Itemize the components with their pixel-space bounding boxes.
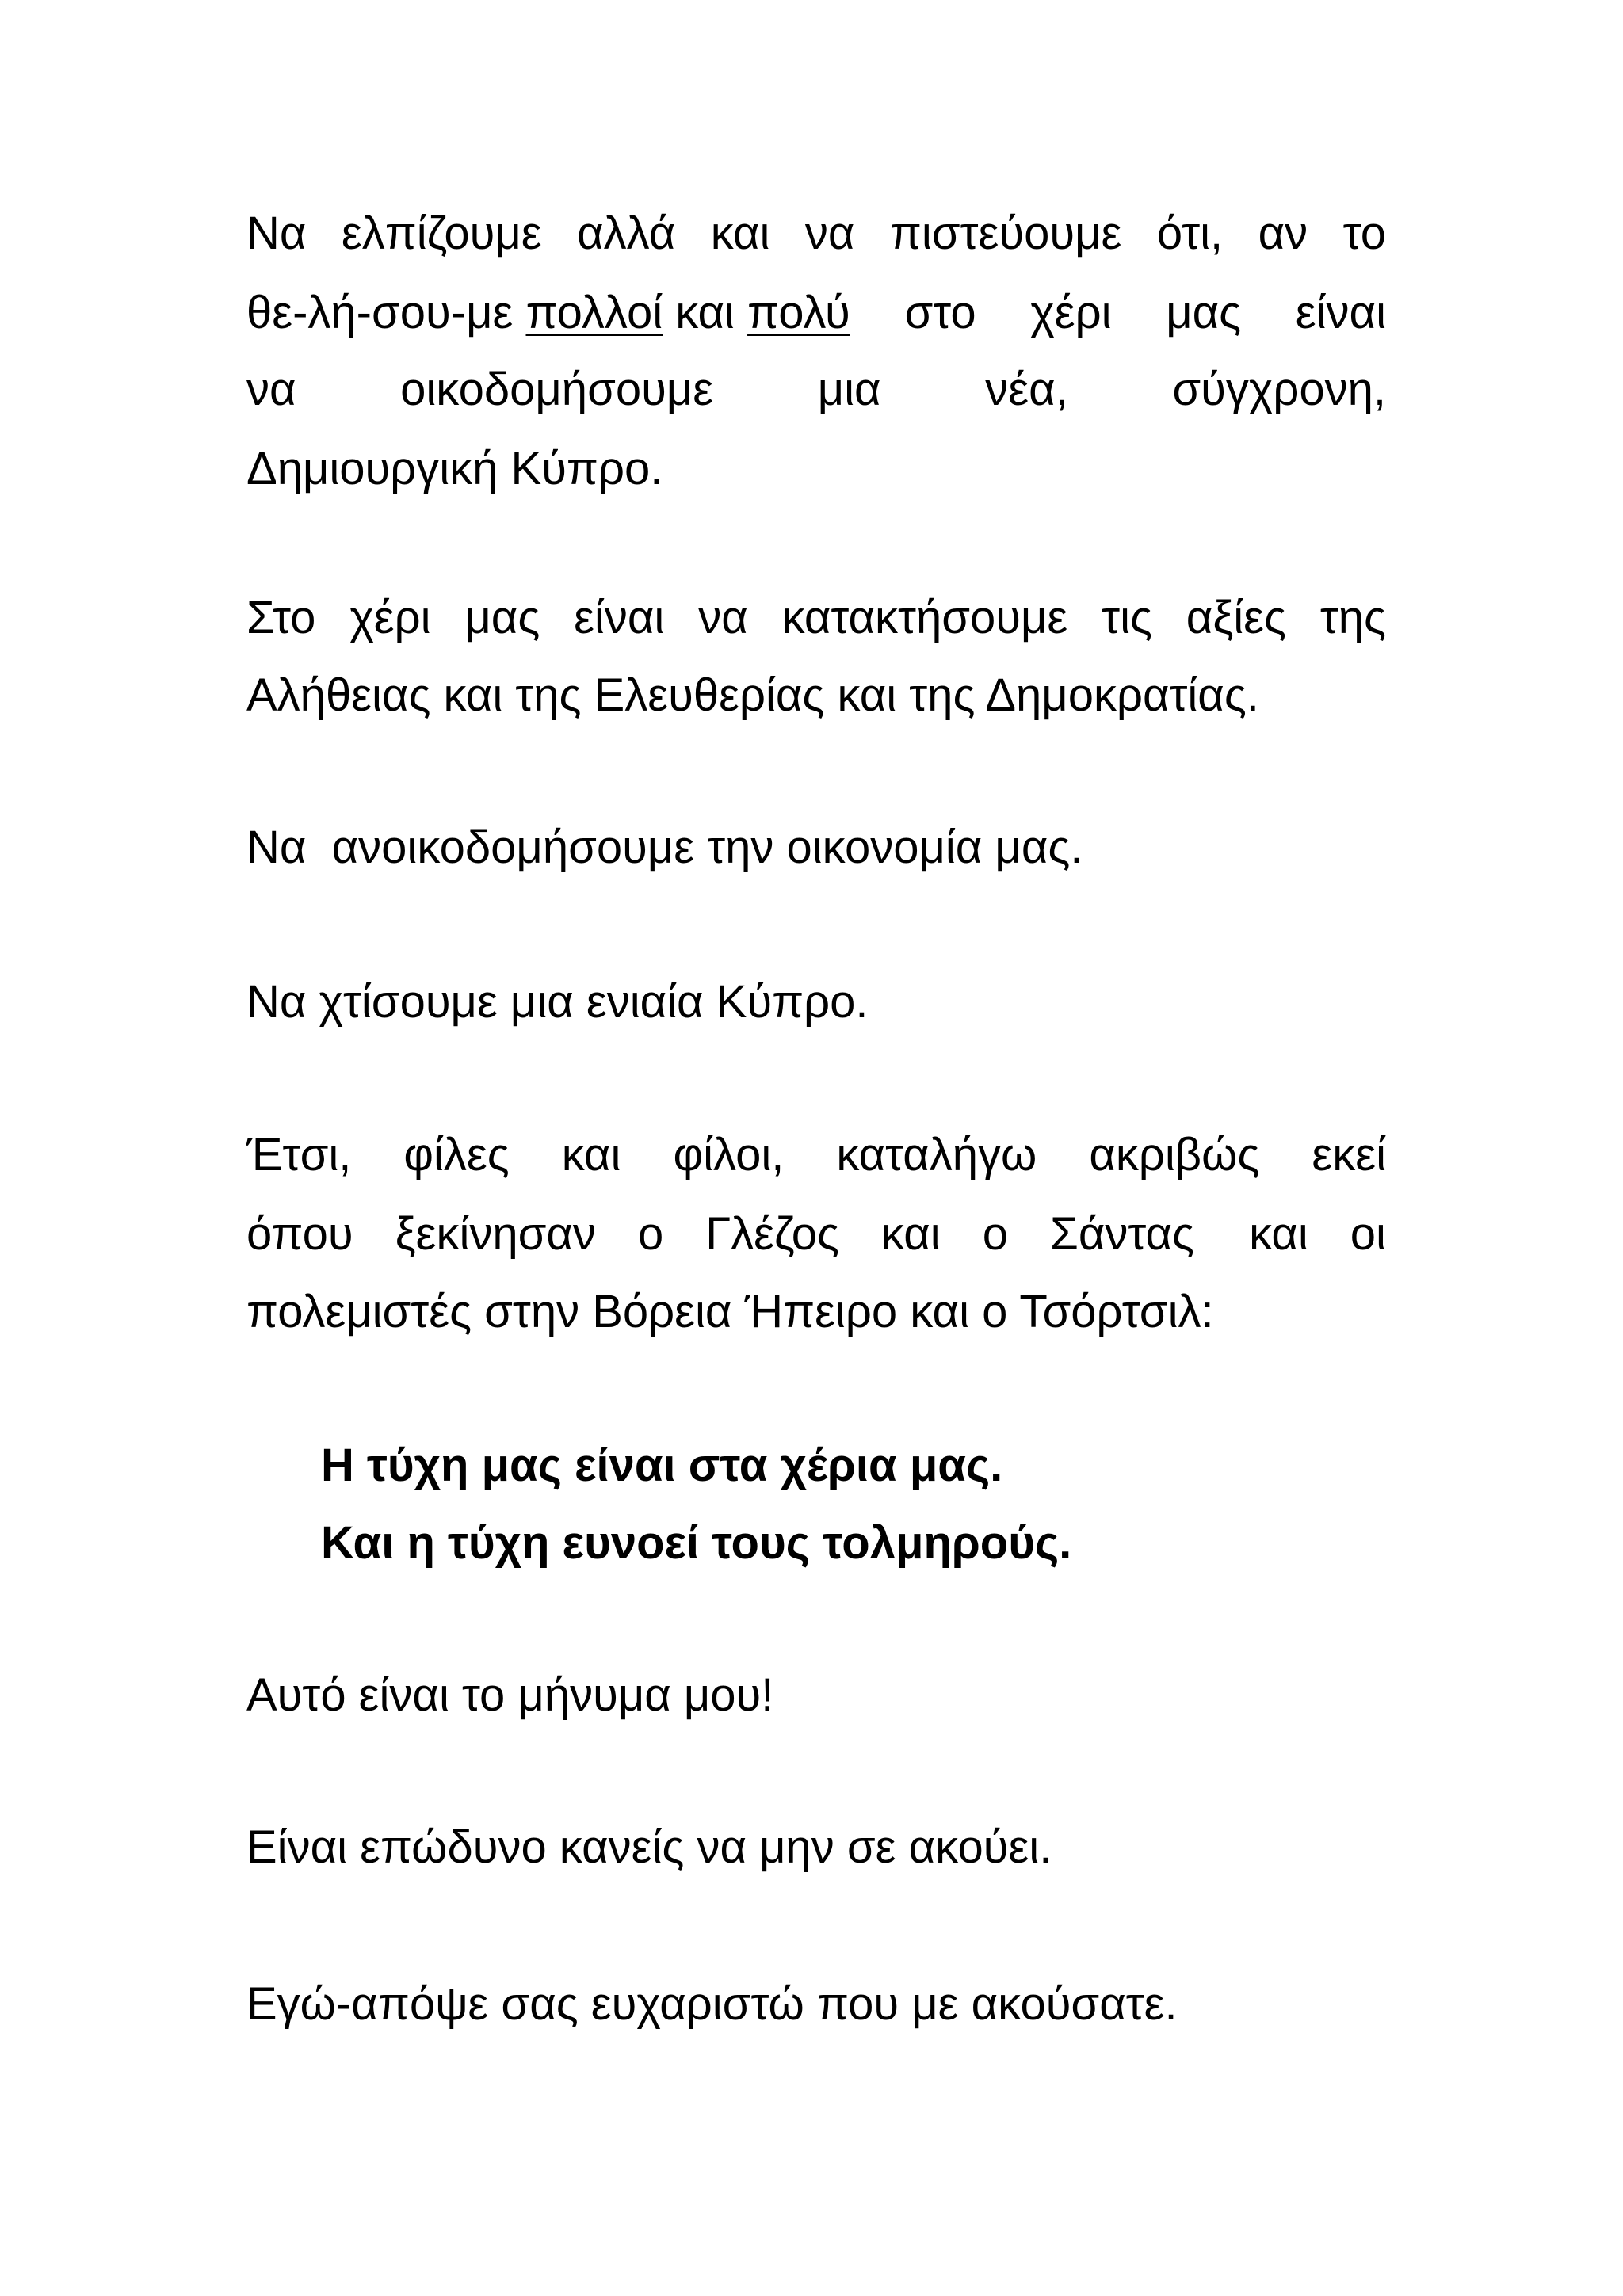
paragraph-8-line-1: Είναι επώδυνο κανείς να μην σε ακούει. bbox=[246, 1821, 1052, 1873]
word: ελπίζουμε bbox=[341, 208, 542, 259]
paragraph-1-line-2 bbox=[246, 281, 1386, 345]
paragraph-9-line-1: Εγώ-απόψε σας ευχαριστώ που με ακούσατε. bbox=[246, 1978, 1178, 2030]
word: μια bbox=[817, 364, 881, 415]
paragraph-2-line-2: Αλήθειας και της Ελευθερίας και της Δημοκρατίας. bbox=[246, 669, 1259, 721]
paragraph-3-line-1: Να ανοικοδομήσουμε την οικονομία μας. bbox=[246, 822, 1083, 873]
word: μας bbox=[1166, 287, 1242, 338]
word: ακριβώς bbox=[1089, 1129, 1260, 1180]
word: Σάντας bbox=[1049, 1208, 1194, 1260]
word: Στο bbox=[246, 592, 316, 643]
word: φίλοι, bbox=[673, 1129, 785, 1180]
paragraph-5-line-3: πολεμιστές στην Βόρεια Ήπειρο και ο Τσόρτσιλ: bbox=[246, 1286, 1214, 1337]
word: καταλήγω bbox=[836, 1129, 1037, 1180]
word: και bbox=[561, 1129, 621, 1180]
word: της bbox=[1319, 592, 1386, 643]
word: αν bbox=[1258, 208, 1308, 259]
word: θε-λή-σου-με bbox=[246, 287, 526, 338]
paragraph-2-line-1 bbox=[246, 586, 1386, 650]
word: αξίες bbox=[1186, 592, 1286, 643]
word: και bbox=[1235, 1208, 1308, 1260]
word: εκεί bbox=[1312, 1129, 1386, 1180]
word: να bbox=[698, 592, 748, 643]
paragraph-7-line-1: Αυτό είναι το μήνυμα μου! bbox=[246, 1669, 774, 1721]
word: αλλά bbox=[577, 208, 676, 259]
word: να bbox=[804, 208, 855, 259]
word: φίλες bbox=[403, 1129, 510, 1180]
word: είναι bbox=[1295, 287, 1386, 338]
paragraph-4-line-1: Να χτίσουμε μια ενιαία Κύπρο. bbox=[246, 976, 869, 1028]
word: Να bbox=[246, 208, 307, 259]
word: και bbox=[880, 1208, 941, 1260]
word: κατακτήσουμε bbox=[781, 592, 1068, 643]
paragraph-5-line-1 bbox=[246, 1123, 1386, 1187]
paragraph-1-line-3 bbox=[246, 358, 1386, 421]
paragraph-5-line-2 bbox=[246, 1203, 1386, 1266]
line-segment bbox=[246, 281, 850, 345]
word: χέρι bbox=[1030, 287, 1112, 338]
word: είναι bbox=[574, 592, 665, 643]
paragraph-1-line-4: Δημιουργική Κύπρο. bbox=[246, 443, 663, 494]
word: οικοδομήσουμε bbox=[400, 364, 714, 415]
word: ξεκίνησαν bbox=[395, 1208, 596, 1260]
word: να bbox=[246, 364, 296, 415]
word: μας bbox=[464, 592, 540, 643]
word: σύγχρονη, bbox=[1172, 364, 1386, 415]
word: και bbox=[663, 287, 748, 338]
word: ο bbox=[637, 1208, 664, 1260]
word: νέα, bbox=[985, 364, 1068, 415]
paragraph-1-line-1 bbox=[246, 202, 1386, 265]
word: Γλέζος bbox=[705, 1208, 839, 1260]
word: πιστεύουμε bbox=[889, 208, 1122, 259]
bold-quote-line-2: Και η τύχη ευνοεί τους τολμηρούς. bbox=[321, 1517, 1072, 1569]
bold-quote-line-1: Η τύχη μας είναι στα χέρια μας. bbox=[321, 1440, 1003, 1491]
word: ότι, bbox=[1156, 208, 1224, 259]
word: τις bbox=[1102, 592, 1152, 643]
underlined-word: πολύ bbox=[747, 287, 850, 338]
word: στο bbox=[904, 287, 976, 338]
word: Έτσι, bbox=[246, 1129, 352, 1180]
word: και bbox=[710, 208, 770, 259]
underlined-word: πολλοί bbox=[525, 287, 663, 338]
word: οι bbox=[1350, 1208, 1386, 1260]
word: όπου bbox=[246, 1208, 353, 1260]
word: χέρι bbox=[349, 592, 431, 643]
word: ο bbox=[982, 1208, 1008, 1260]
word: το bbox=[1342, 208, 1386, 259]
